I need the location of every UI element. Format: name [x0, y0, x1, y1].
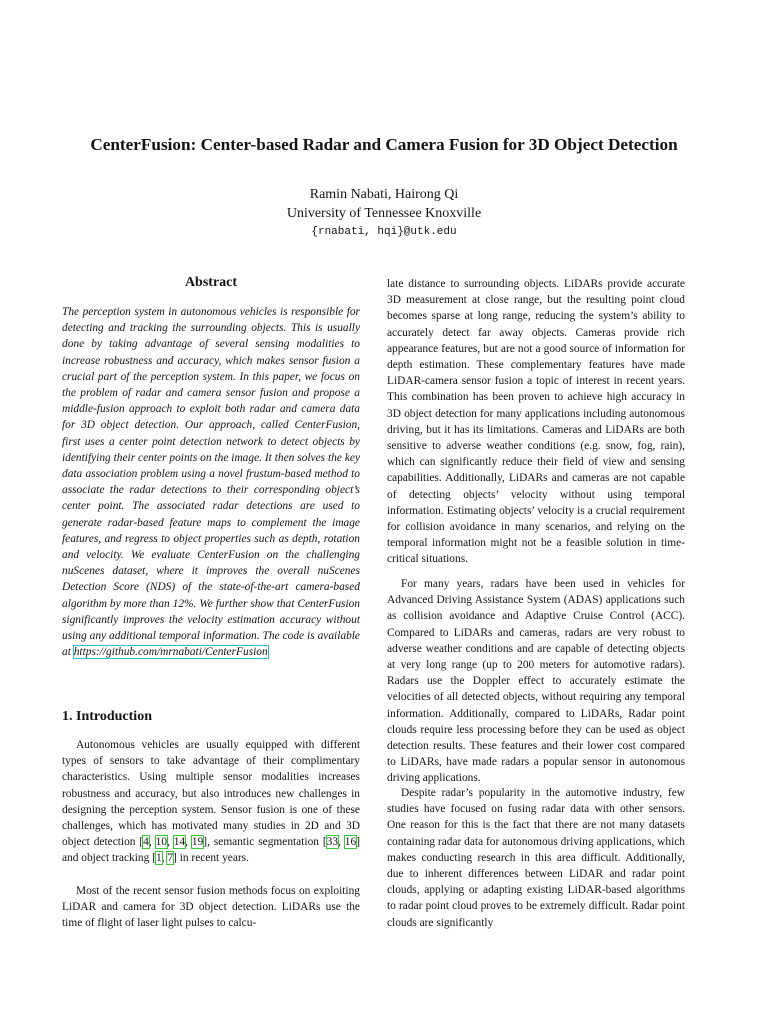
- citation-link[interactable]: 4: [143, 836, 149, 849]
- paper-authors: Ramin Nabati, Hairong Qi: [309, 187, 459, 202]
- abstract-body: The perception system in autonomous vehicles is responsible for detecting and tracking the surrounding objects. This is usually done by taking advantage of several sensing modalities to increase robustness and accuracy, which makes sensor fusion a crucial part of the perception system. In this paper, we focus on the problem of radar and camera sensor fusion and propose a middle-fusion approach to exploit both radar and camera data for 3D object detection. Our approach, called CenterFusion, first uses a center point detection network to detect objects by identifying their center points on the image. It then solves the key data association problem using a novel frustum-based method to associate the radar detections to their corresponding object’s center point. The associated radar detections are used to generate radar-based feature maps to complement the image features, and regress to object properties such as depth, rotation and velocity. We evaluate CenterFusion on the challenging nuScenes dataset, where it improves the overall nuScenes Detection Score (NDS) of the state-of-the-art camera-based algorithm by more than 12%. We further show that CenterFusion significantly improves the velocity estimation accuracy without using any additional temporal information. The code is available at: [62, 306, 360, 659]
- intro-paragraph-1: Autonomous vehicles are usually equipped with different types of sensors to take advantage of their complimentary characteristics. Using multiple sensor modalities increases robustness and accuracy, but also introduces new challenges in designing the perception system. Sensor fusion is one of these challenges, which has motivated many studies in 2D and 3D object detection [4, 10, 14, 19], semantic segmentation [33, 16] and object tracking [1, 7] in recent years.: [62, 739, 360, 865]
- intro-paragraph-4: For many years, radars have been used in vehicles for Advanced Driving Assistance System (ADAS) applications such as collision avoidance and Adaptive Cruise Control (ACC). Compared to LiDARs and cameras, radars are very robust to adverse weather conditions and are capable of detecting objects at very long range (up to 200 meters for automotive radars). Radars use the Doppler effect to accurately estimate the velocities of all detected objects, without requiring any temporal information. Additionally, compared to LiDARs, Radar point clouds require less processing before they can be used as object detection results. These features and their lower cost compared to LiDARs, have made radars a popular sensor in autonomous driving applications.: [387, 578, 685, 785]
- citation-link[interactable]: 16: [344, 836, 357, 849]
- intro-p1-text-a: Autonomous vehicles are usually equipped with different types of sensors to take advantage of their complimentary characteristics. Using multiple sensor modalities increases robustness and accuracy, but also introduces new challenges in designing the perception system. Sensor fusion is one of these challenges, which has motivated many studies in 2D and 3D object detection [: [62, 739, 360, 849]
- paper-affiliation: University of Tennessee Knoxville: [286, 206, 482, 221]
- intro-p1-text-c: ] and object tracking [: [62, 836, 360, 865]
- citation-link[interactable]: 14: [173, 836, 186, 849]
- intro-paragraph-2: Most of the recent sensor fusion methods focus on exploiting LiDAR and camera for 3D object detection. LiDARs use the time of flight of laser light pulses to calcu-: [62, 885, 360, 930]
- intro-p1-text-d: ] in recent years.: [173, 852, 249, 865]
- introduction-heading: 1. Introduction: [62, 709, 152, 724]
- paper-email[interactable]: {rnabati, hqi}@utk.edu: [311, 226, 457, 238]
- intro-paragraph-3: late distance to surrounding objects. LiDARs provide accurate 3D measurement at close range, but the resulting point cloud becomes sparse at long range, reducing the system’s ability to accurately detect far away objects. Cameras provide rich appearance features, but are not a good source of information for depth estimation. These complementary features have made LiDAR-camera sensor fusion a topic of interest in recent years. This combination has been proven to achieve high accuracy in 3D object detection for many applications including autonomous driving, but it has its limitations. Cameras and LiDARs are both sensitive to adverse weather conditions (e.g. snow, fog, rain), which can significantly reduce their field of view and sensing capabilities. Additionally, LiDARs and cameras are not capable of detecting objects’ velocity without using temporal information. Estimating objects’ velocity is a crucial requirement for collision avoidance in many scenarios, and relying on the temporal information might not be a feasible solution in time-critical situations.: [387, 278, 685, 566]
- intro-paragraph-5: Despite radar’s popularity in the automotive industry, few studies have focused on fusing radar data with other sensors. One reason for this is the fact that there are not many datasets containing radar data for autonomous driving applications, which makes conducting research in this area difficult. Additionally, due to inherent differences between LiDAR and radar point clouds, applying or adapting existing LiDAR-based algorithms to radar point cloud proves to be extremely difficult. Radar point clouds are significantly: [387, 787, 685, 929]
- abstract-text: [62, 304, 360, 660]
- code-link[interactable]: https://github.com/mrnabati/CenterFusion: [73, 646, 268, 659]
- abstract-heading: Abstract: [184, 275, 238, 290]
- intro-p1-text-b: ], semantic segmentation [: [203, 836, 327, 849]
- citation-link[interactable]: 33: [326, 836, 339, 849]
- citation-link[interactable]: 7: [167, 852, 174, 865]
- citation-link[interactable]: 19: [191, 836, 204, 849]
- citation-link[interactable]: 1: [155, 852, 162, 865]
- paper-title: CenterFusion: Center-based Radar and Camera Fusion for 3D Object Detection: [90, 135, 678, 154]
- citation-link[interactable]: 10: [155, 836, 168, 849]
